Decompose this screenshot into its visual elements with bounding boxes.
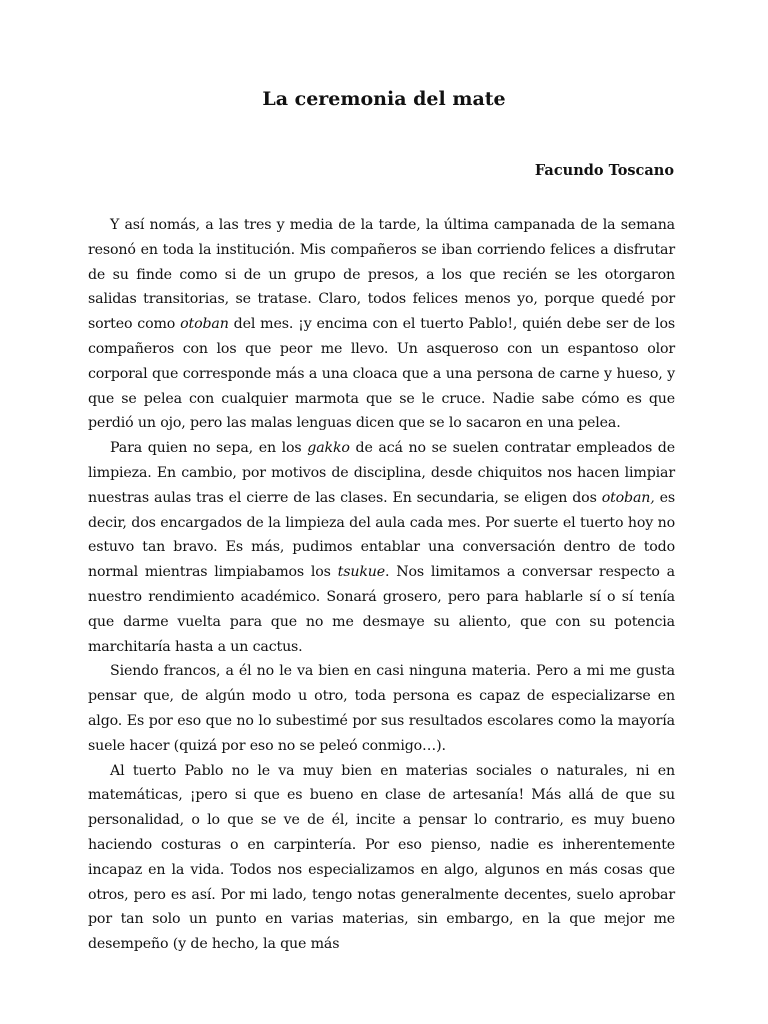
italic-term: otoban, [601, 489, 655, 506]
text-segment: es decir, dos encargados de la limpieza del aula cada mes. Por suerte el tuerto hoy no estuvo tan bravo. Es más, pudimos entablar una conversación dentro de todo normal mientras limpiabamos los [88, 489, 675, 581]
paragraph [88, 759, 675, 957]
text-segment: . Nos limitamos a conversar respecto a nuestro rendimiento académico. Sonará grosero, pero para hablarle sí o sí tenía que darme vuelta para que no me desmaye su aliento, que con su potencia marchitaría hasta a un cactus. [88, 564, 675, 655]
italic-term: otoban [180, 316, 229, 333]
author-name: Facundo Toscano [534, 162, 674, 179]
document-title: La ceremonia del mate [262, 88, 506, 110]
italic-term: tsukue [337, 564, 386, 581]
text-segment: Siendo francos, a él no le va bien en casi ninguna materia. Pero a mi me gusta pensar que, de algún modo u otro, toda persona es capaz de especializarse en algo. Es por eso que no lo subestimé por sus resultados escolares como la mayoría suele hacer (quizá por eso no se peleó conmigo…). [88, 663, 675, 754]
text-segment: Y así nomás, a las tres y media de la tarde, la última campanada de la semana resonó en toda la institución. Mis compañeros se iban corriendo felices a disfrutar de su finde como si de un grupo de presos, a los que recién se les otorgaron salidas transitorias, se tratase. Claro, todos felices menos yo, porque quedé por sorteo como [88, 217, 675, 333]
paragraph [88, 436, 675, 659]
paragraph [88, 213, 675, 436]
text-segment: Al tuerto Pablo no le va muy bien en materias sociales o naturales, ni en matemáticas, ¡pero si que es bueno en clase de artesanía! Más allá de que su personalidad, o lo que se ve de él, incite a pensar lo contrario, es muy bueno haciendo costuras o en carpintería. Por eso pienso, nadie es inherentemente incapaz en la vida. Todos nos especializamos en algo, algunos en más cosas que otros, pero es así. Por mi lado, tengo notas generalmente decentes, suelo aprobar por tan solo un punto en varias materias, sin embargo, en la que mejor me desempeño (y de hecho, la que más [88, 762, 675, 953]
text-segment: del mes. ¡y encima con el tuerto Pablo!, quién debe ser de los compañeros con los que peor me llevo. Un asqueroso con un espantoso olor corporal que corresponde más a una cloaca que a una persona de carne y hueso, y que se pelea con cualquier marmota que se le cruce. Nadie sabe cómo es que perdió un ojo, pero las malas lenguas dicen que se lo sacaron en una pelea. [88, 316, 675, 432]
document-body [88, 213, 675, 957]
text-segment: de acá no se suelen contratar empleados de limpieza. En cambio, por motivos de disciplina, desde chiquitos nos hacen limpiar nuestras aulas tras el cierre de las clases. En secundaria, se eligen dos [88, 440, 675, 506]
paragraph [88, 659, 675, 758]
italic-term: gakko [307, 440, 350, 457]
text-segment: Para quien no sepa, en los [110, 440, 308, 457]
